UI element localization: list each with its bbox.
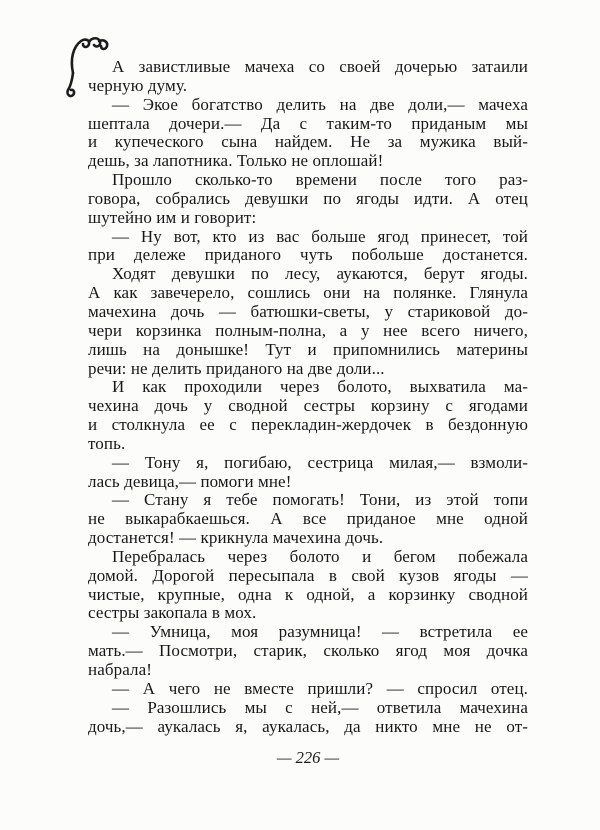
text-line: лишь на донышке! Тут и припомнились материны	[88, 340, 528, 359]
page-number: — 226 —	[276, 748, 340, 767]
text-line: лась девица,— помоги мне!	[88, 472, 292, 491]
text-line: мачехина дочь — батюшки-светы, у стариковой до-	[88, 302, 528, 321]
text-line: А как завечерело, сошлись они на полянке. Глянула	[88, 284, 528, 303]
text-line: чистые, крупные, одна к одной, а корзинку сводной	[88, 585, 528, 604]
text-line: и купеческого сына найдем. Не за мужика вый-	[88, 133, 528, 152]
text-line: сестры закопала в мох.	[88, 604, 257, 623]
text-line: — Умница, моя разумница! — встретила ее	[112, 623, 528, 642]
text-line: домой. Дорогой пересыпала в свой кузов ягоды —	[88, 566, 528, 585]
text-line: достанется! — крикнула мачехина дочь.	[88, 529, 384, 548]
text-line: чехина дочь у сводной сестры корзину с ягодами	[88, 397, 528, 416]
text-line: шептала дочери.— Да с таким-то приданым мы	[88, 114, 528, 133]
page-text	[88, 58, 528, 736]
text-line: — Стану я тебе помогать! Тони, из этой топи	[112, 491, 528, 510]
text-line: А завистливые мачеха со своей дочерью затаили	[112, 58, 528, 76]
text-line: черную думу.	[88, 76, 188, 95]
text-line: И как проходили через болото, выхватила ма-	[112, 378, 528, 397]
text-line: — Экое богатство делить на две доли,— мачеха	[112, 95, 528, 114]
text-line: Ходят девушки по лесу, аукаются, берут ягоды.	[112, 265, 528, 284]
text-line: топь.	[88, 434, 126, 453]
text-line: речи: не делить приданого на две доли...	[88, 359, 385, 378]
text-line: дешь, за лапотника. Только не оплошай!	[88, 152, 384, 171]
text-line: Прошло сколько-то времени после того раз-	[112, 171, 528, 190]
text-line: — Тону я, погибаю, сестрица милая,— взмоли-	[112, 453, 528, 472]
text-line: не выкарабкаешься. А все приданое мне одной	[88, 510, 528, 529]
text-line: при дележе приданого чуть побольше достанется.	[88, 246, 528, 265]
text-line: — А чего не вместе пришли? — спросил отец.	[112, 679, 528, 698]
text-line: мать.— Посмотри, старик, сколько ягод моя дочка	[88, 642, 528, 661]
text-line: набрала!	[88, 661, 152, 679]
text-line: — Ну вот, кто из вас больше ягод принесет, той	[112, 227, 528, 246]
text-line: говора, собрались девушки по ягоды идти. А отец	[88, 189, 528, 208]
text-line: шутейно им и говорит:	[88, 208, 257, 227]
text-line: и столкнула ее с перекладин-жердочек в бездонную	[88, 416, 528, 435]
text-line: — Разошлись мы с ней,— ответила мачехина	[112, 698, 528, 717]
text-line: Перебралась через болото и бегом побежала	[112, 547, 528, 566]
text-line: чери корзинка полным-полна, а у нее всего ничего,	[88, 321, 528, 340]
text-line: дочь,— аукалась я, аукалась, да никто мне не от-	[88, 717, 528, 736]
